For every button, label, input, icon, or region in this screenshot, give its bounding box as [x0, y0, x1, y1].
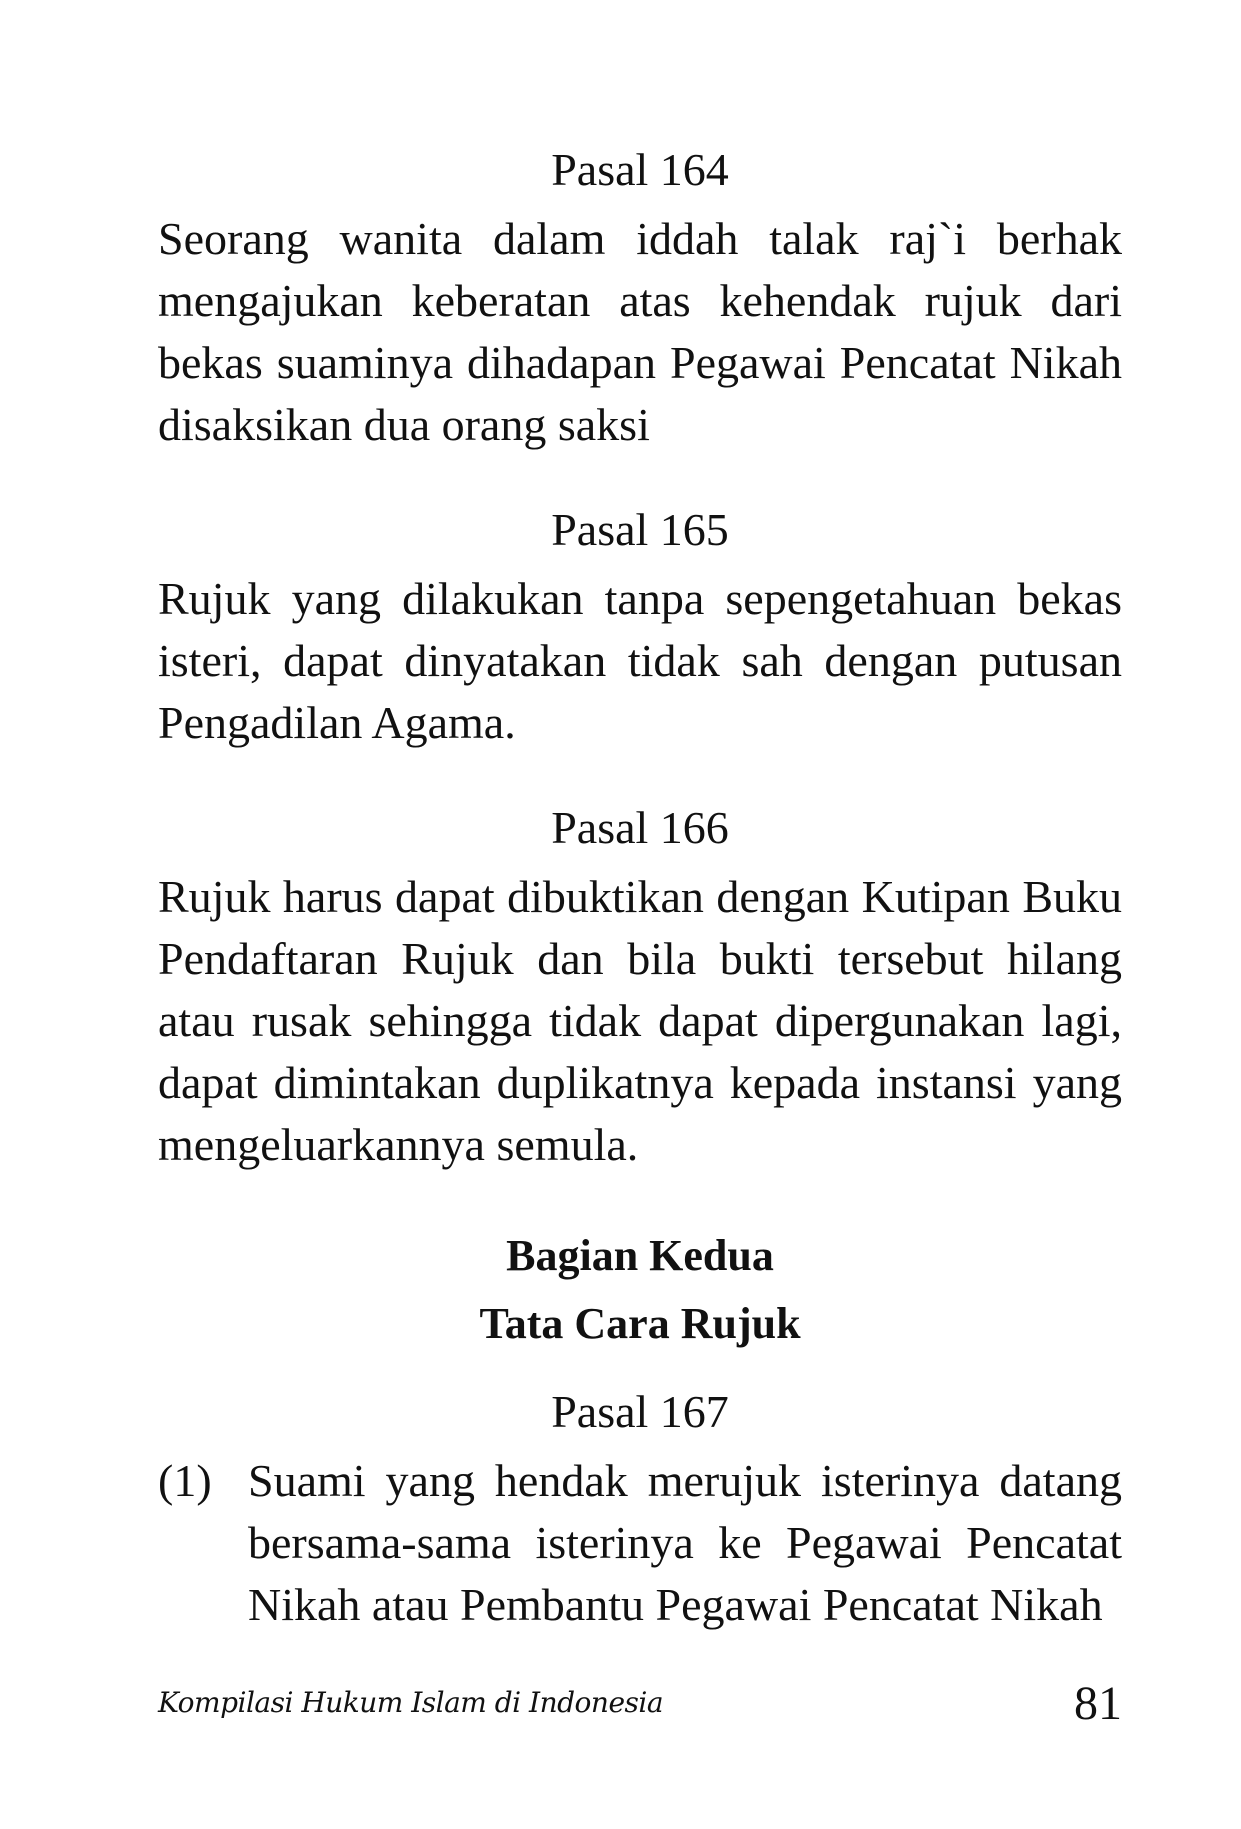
pasal-167-item — [158, 1450, 1122, 1636]
item-number: (1) — [158, 1455, 212, 1506]
pasal-166-title: Pasal 166 — [551, 802, 729, 853]
page-footer — [158, 1676, 1122, 1736]
pasal-166-text: Rujuk harus dapat dibuktikan dengan Kutipan Buku Pendaftaran Rujuk dan bila bukti tersebut hilang atau rusak sehingga tidak dapat dipergunakan lagi, dapat dimintakan duplikatnya kepada instansi yang mengeluarkannya semula. — [158, 871, 1122, 1170]
pasal-164-title: Pasal 164 — [551, 144, 729, 195]
section-part-heading: Bagian Kedua — [506, 1231, 774, 1280]
pasal-165-title: Pasal 165 — [551, 504, 729, 555]
pasal-164-text: Seorang wanita dalam iddah talak raj`i berhak mengajukan keberatan atas kehendak rujuk dari bekas suaminya dihadapan Pegawai Pencatat Nikah disaksikan dua orang saksi — [158, 213, 1122, 450]
page-content — [158, 140, 1122, 1636]
page-number: 81 — [1074, 1677, 1122, 1730]
item-text: Suami yang hendak merujuk isterinya datang bersama-sama isterinya ke Pegawai Pencatat Nikah atau Pembantu Pegawai Pencatat Nikah — [248, 1455, 1122, 1630]
pasal-165-text: Rujuk yang dilakukan tanpa sepengetahuan bekas isteri, dapat dinyatakan tidak sah dengan putusan Pengadilan Agama. — [158, 573, 1122, 748]
section-name-heading: Tata Cara Rujuk — [479, 1299, 801, 1348]
pasal-167-title: Pasal 167 — [551, 1386, 729, 1437]
footer-book-title: Kompilasi Hukum Islam di Indonesia — [158, 1686, 664, 1719]
